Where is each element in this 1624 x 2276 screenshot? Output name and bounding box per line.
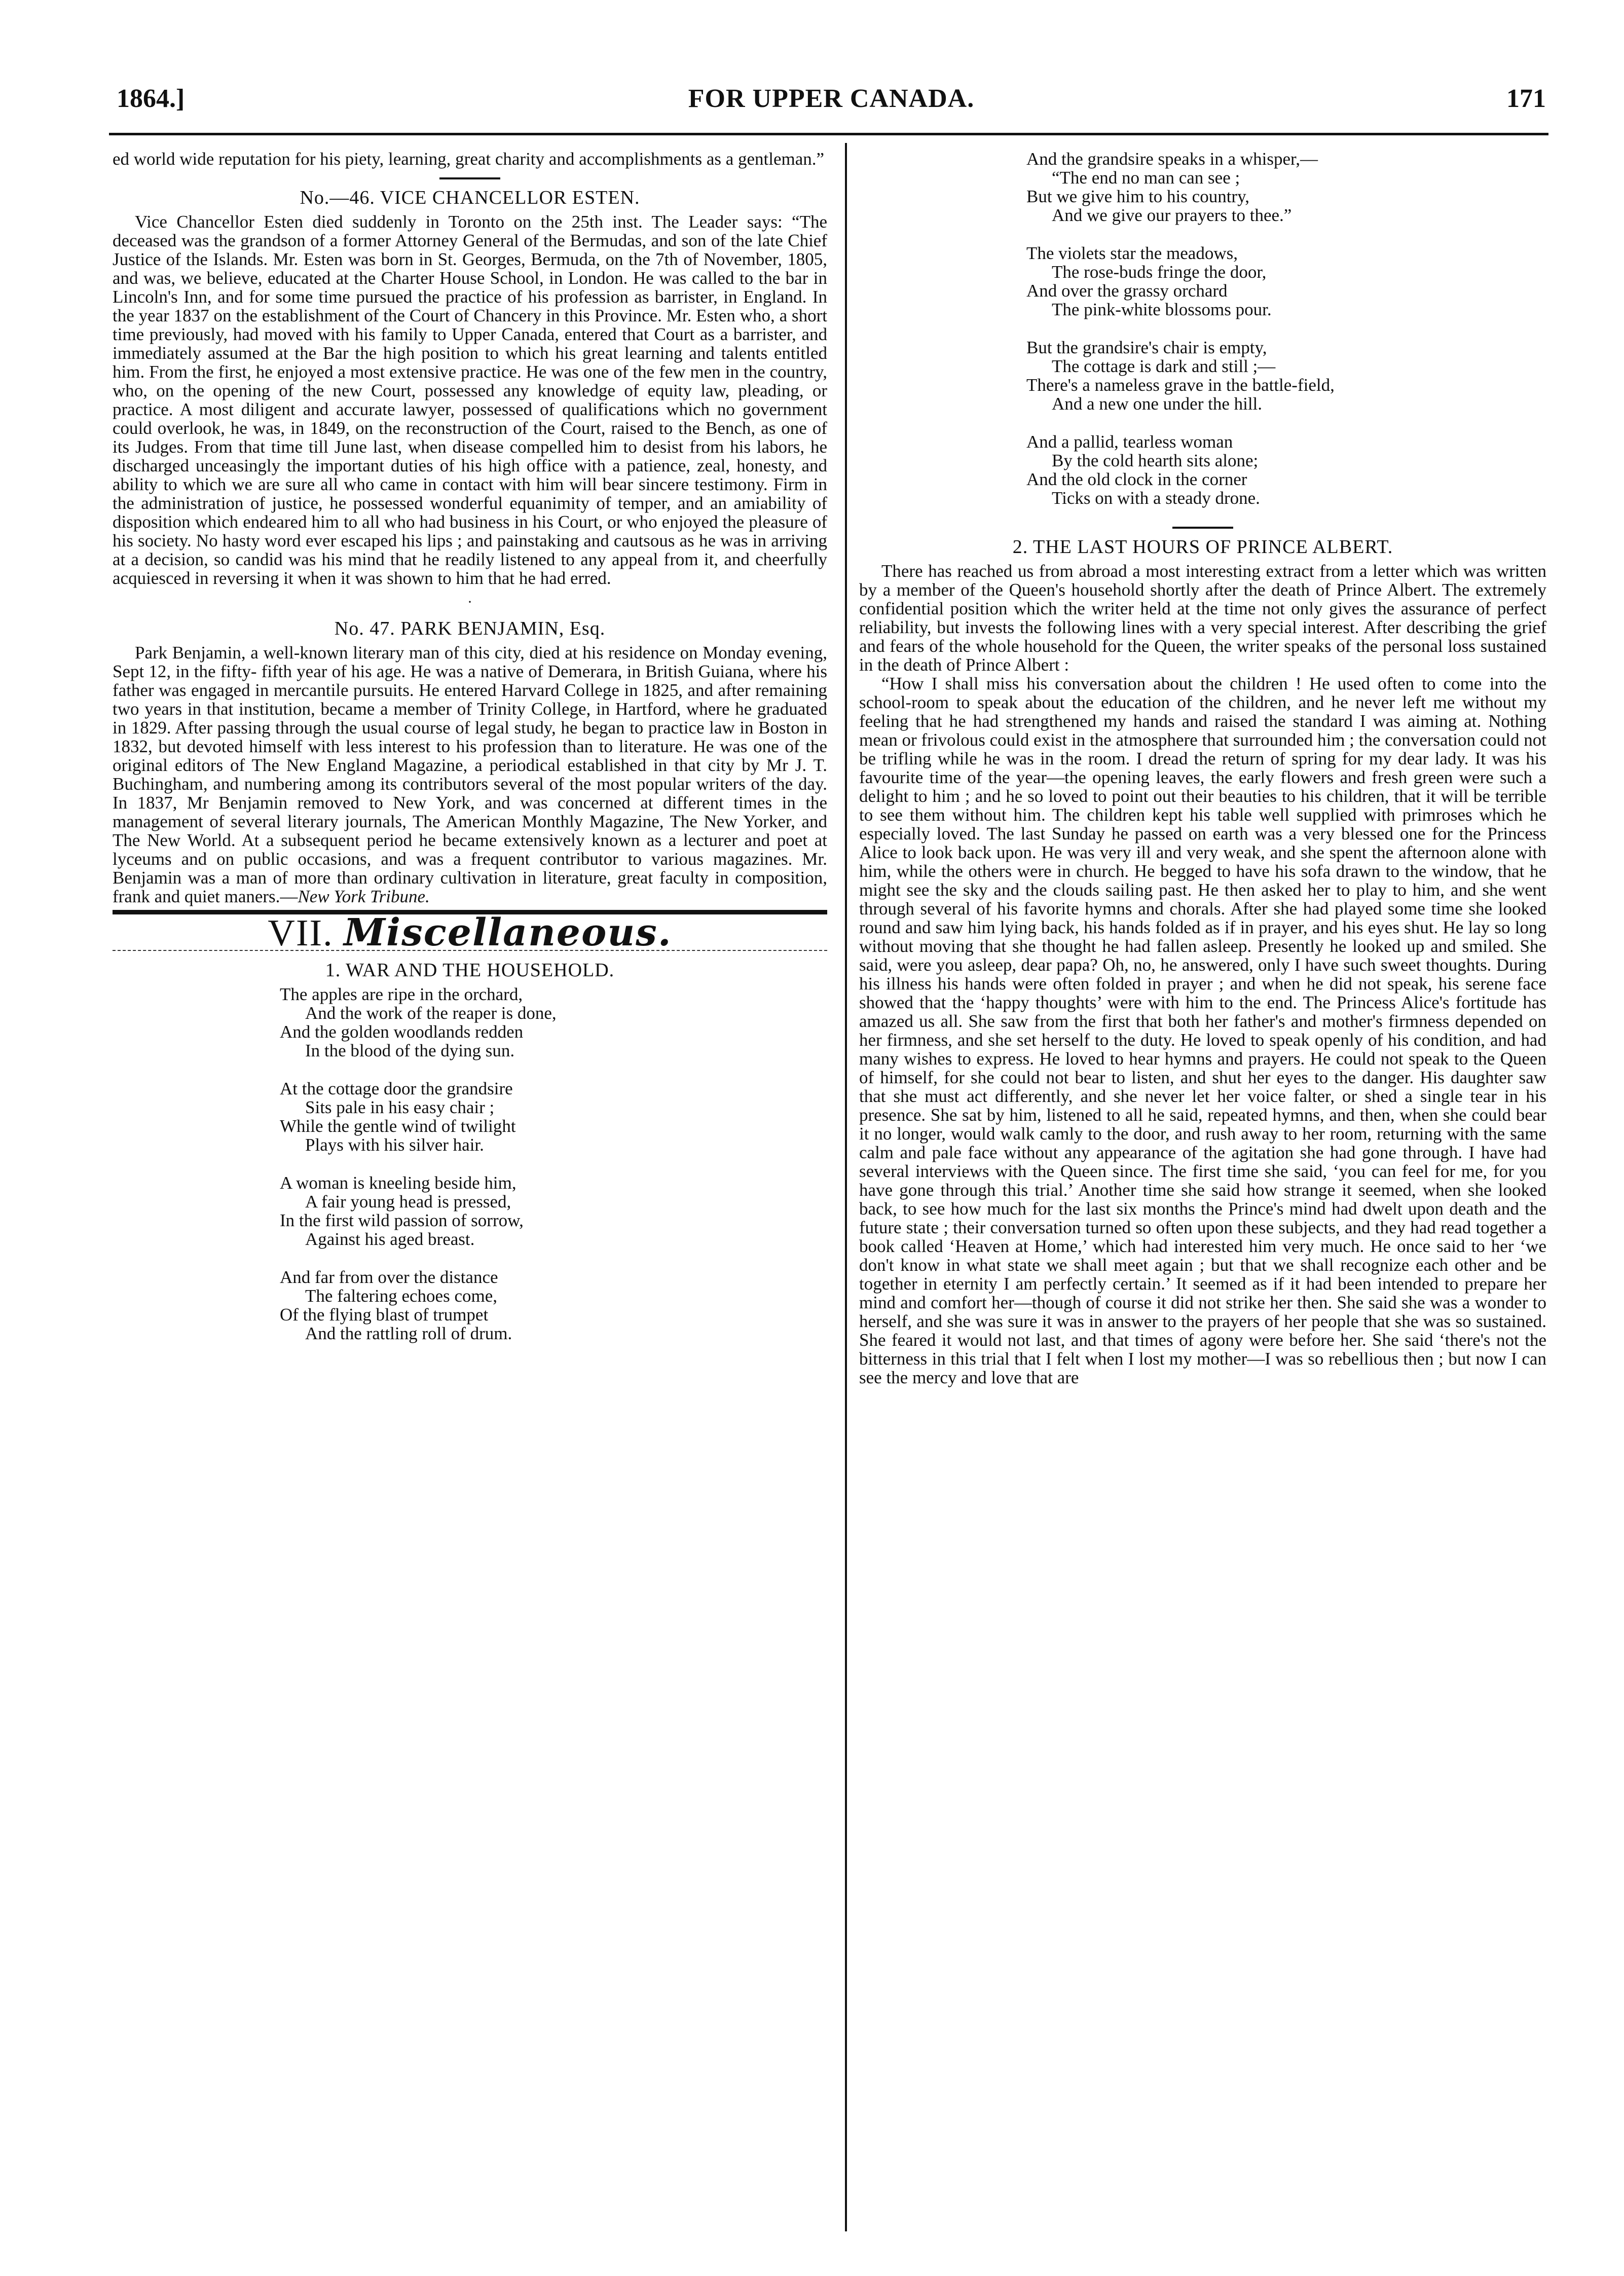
- poem-line: By the cold hearth sits alone;: [1052, 451, 1259, 470]
- poem-line: The violets star the meadows,: [1026, 243, 1238, 263]
- header-rule: [109, 133, 1548, 135]
- benjamin-article: [113, 643, 827, 906]
- poem-line: And we give our prayers to thee.”: [1052, 205, 1292, 225]
- poem-line: Sits pale in his easy chair ;: [305, 1097, 495, 1117]
- poem-line: The faltering echoes come,: [305, 1286, 497, 1306]
- poem-line: “The end no man can see ;: [1052, 168, 1240, 188]
- war-heading: 1. WAR AND THE HOUSEHOLD.: [325, 960, 615, 981]
- chapter-title: Miscellaneous.: [344, 911, 672, 955]
- poem-line: The pink-white blossoms pour.: [1052, 300, 1272, 319]
- albert-intro: There has reached us from abroad a most interesting extract from a letter which was written by a member of the Queen's household shortly after the death of Prince Albert. The extremely confidential position which the writer held at the time not only gives the assurance of perfect reliability, but invests the following lines with a very special interest. After describing the grief and fears of the whole household for the Queen, the writer speaks of the personal loss sustained in the death of Prince Albert :: [859, 561, 1546, 675]
- poem-line: And a new one under the hill.: [1052, 394, 1263, 414]
- poem-line: Ticks on with a steady drone.: [1052, 488, 1260, 508]
- poem-line: And a pallid, tearless woman: [1026, 432, 1233, 452]
- left-column: [113, 150, 827, 1362]
- chapter-numeral: VII.: [268, 912, 334, 954]
- benjamin-text: Park Benjamin, a well-known literary man of this city, died at his residence on Monday evening, Sept 12, in the fifty- fifth year of his age. He was a native of Demerara, in British Guiana, where his father was engaged in mercantile pursuits. He entered Harvard College in 1825, and after remaining two years in that institution, became a member of Trinity College, in Hartford, where he graduated in 1829. After passing through the usual course of legal study, he began to practice law in Boston in 1832, but devoted himself with less interest to his profession than to literature. He was one of the original editors of The New England Magazine, a periodical established in that city by Mr J. T. Buchingham, and numbering among its contributors several of the most popular writers of the day. In 1837, Mr Benjamin removed to New York, and was concerned at different times in the management of several literary journals, The American Monthly Magazine, The New Yorker, and The New World. At a subsequent period he became extensively known as a lecturer and poet at lyceums and on public occasions, and was a frequent contributor to various magazines. Mr. Benjamin was a man of more than ordinary cultivation in literature, great faculty in composition, frank and quiet maners.—: [113, 643, 827, 906]
- poem-line: The rose-buds fringe the door,: [1052, 262, 1267, 282]
- poem-line: There's a nameless grave in the battle-field,: [1026, 375, 1335, 395]
- running-header: [117, 84, 1546, 119]
- poem-line: And the golden woodlands redden: [280, 1022, 524, 1042]
- poem-stanza: [280, 985, 827, 1060]
- esten-heading: No.—46. VICE CHANCELLOR ESTEN.: [300, 187, 640, 208]
- poem-line: Against his aged breast.: [305, 1229, 475, 1249]
- poem-line: A woman is kneeling beside him,: [280, 1173, 516, 1193]
- chapter-heading: [113, 911, 827, 955]
- poem-line: But we give him to his country,: [1026, 187, 1250, 206]
- poem-line: But the grandsire's chair is empty,: [1026, 338, 1267, 357]
- benjamin-heading: No. 47. PARK BENJAMIN, Esq.: [334, 618, 606, 639]
- header-title: FOR UPPER CANADA.: [688, 84, 975, 113]
- poem-line: In the first wild passion of sorrow,: [280, 1210, 524, 1230]
- section-rule: [439, 177, 500, 179]
- albert-heading: 2. THE LAST HOURS OF PRINCE ALBERT.: [1012, 536, 1393, 558]
- section-rule: [1172, 527, 1233, 529]
- header-date: 1864.]: [117, 84, 185, 113]
- poem-stanza: [1026, 432, 1546, 507]
- war-poem-part1: [113, 985, 827, 1343]
- poem-line: And the rattling roll of drum.: [305, 1324, 512, 1343]
- war-poem-part2: [859, 150, 1546, 507]
- poem-line: Of the flying blast of trumpet: [280, 1305, 489, 1325]
- poem-stanza: [1026, 338, 1546, 413]
- poem-stanza: [280, 1173, 827, 1249]
- poem-stanza: [280, 1268, 827, 1343]
- albert-letter: “How I shall miss his conversation about the children ! He used often to come into the school-room to speak about the education of the children, and he never left me without my feeling that he had strengthened my hands and raised the standard I was aiming at. Nothing mean or frivolous could exist in the atmosphere that surrounded him ; the conversation could not be trifling while he was in the room. I dread the return of spring for my dear lady. It was his favourite time of the year—the opening leaves, the early flowers and fresh green were such a delight to him ; and he so loved to point out their beauties to his children, that it will be terrible to see them without him. The children kept his table well supplied with primroses which he especially loved. The last Sunday he passed on earth was a very blessed one for the Princess Alice to look back upon. He was very ill and very weak, and she spent the afternoon alone with him, while the others were in church. He begged to have his sofa drawn to the window, that he might see the sky and the clouds sailing past. He then asked her to play to him, and she went through several of his favorite hymns and chorals. After she had played some time she looked round and saw him lying back, his hands folded as if in prayer, and his eyes shut. He lay so long without moving that she thought he had fallen asleep. Presently he looked up and smiled. She said, were you asleep, dear papa? Oh, no, he answered, only I have such sweet thoughts. During his illness his hands were often folded in prayer ; and when he did not speak, his serene face showed that the ‘happy thoughts’ were with him to the end. The Princess Alice's fortitude has amazed us all. She saw from the first that both her father's and mother's firmness depended on her firmness, and she set herself to the duty. He loved to speak openly of his condition, and had many wishes to express. He loved to hear hymns and prayers. He could not speak to the Queen of himself, for she could not bear to listen, and shut her eyes to the danger. His daughter saw that she must act differently, and she never let her voice falter, or shed a single tear in his presence. She sat by him, listened to all he said, repeated hymns, and then, when she could bear it no longer, would walk camly to the door, and rush away to her room, returning with the same calm and pale face without any appearance of the agitation she had gone through. I have had several interviews with the Queen since. The first time she said, ‘you can feel for me, for you have gone through this trial.’ Another time she said how strange it seemed, when she looked back, to see how much for the last six months the Prince's mind had dwelt upon death and the future state ; their conversation turned so often upon these subjects, and they had read together a book called ‘Heaven at Home,’ which had interested him very much. He once said to her ‘we don't know in what state we shall meet again ; but that we shall recognize each other and be together in eternity I am perfectly certain.’ It seemed as if it had been intended to prepare her mind and comfort her—though of course it did not strike her then. She said she was a wonder to herself, and she was sure it was in answer to the prayers of her people that she was so sustained. She feared it would not last, and that times of agony were before her. She said ‘there's not the bitterness in this trial that I felt when I lost my mother—I was so rebellious then ; but now I can see the mercy and love that are: [859, 674, 1546, 1387]
- poem-line: Plays with his silver hair.: [305, 1135, 484, 1155]
- poem-line: And the grandsire speaks in a whisper,—: [1026, 149, 1318, 169]
- poem-line: While the gentle wind of twilight: [280, 1116, 516, 1136]
- poem-line: The cottage is dark and still ;—: [1052, 356, 1276, 376]
- separator-dot: ·: [467, 594, 472, 610]
- continued-paragraph: ed world wide reputation for his piety, learning, great charity and accomplishments as a gentleman.”: [113, 149, 825, 169]
- benjamin-credit: New York Tribune.: [298, 887, 430, 906]
- esten-article: Vice Chancellor Esten died suddenly in Toronto on the 25th inst. The Leader says: “The deceased was the grandson of a former Attorney General of the Bermudas, and son of the late Chief Justice of the Islands. Mr. Esten was born in St. Georges, Bermuda, on the 7th of November, 1805, and was, we believe, educated at the Charter House School, in London. He was called to the bar in Lincoln's Inn, and for some time pursued the practice of his profession as barrister, in England. In the year 1837 on the establishment of the Court of Chancery in this Province. Mr. Esten who, a short time previously, had moved with his family to Upper Canada, entered that Court as a barrister, and immediately assumed at the Bar the high position to which his great learning and talents entitled him. From the first, he enjoyed a most extensive practice. He was one of the few men in the country, who, on the opening of the new Court, possessed any knowledge of equity law, pleading, or practice. A most diligent and accurate lawyer, possessed of qualifications which no government could overlook, he was, in 1849, on the reconstruction of the Court, raised to the Bench, as one of its Judges. From that time till June last, when disease compelled him to desist from his labors, he discharged unceasingly the important duties of his high office with a patience, zeal, honesty, and ability to which we are sure all who came in contact with him will bear sincere testimony. Firm in the administration of justice, he possessed wonderful equanimity of temper, and an amiability of disposition which endeared him to all who had business in his Court, or who enjoyed the pleasure of his society. No hasty word ever escaped his lips ; and painstaking and cautsous as he was in arriving at a decision, so candid was his mind that he readily listened to any appeal from it, and cheerfully acquiesced in reversing it when it was shown to him that he had erred.: [113, 212, 827, 588]
- column-divider: [845, 143, 847, 2231]
- poem-line: And far from over the distance: [280, 1267, 498, 1287]
- poem-line: And the old clock in the corner: [1026, 469, 1247, 489]
- poem-line: In the blood of the dying sun.: [305, 1041, 515, 1060]
- poem-line: At the cottage door the grandsire: [280, 1079, 513, 1098]
- poem-stanza: [280, 1079, 827, 1154]
- poem-stanza: [1026, 150, 1546, 225]
- page-number: 171: [1506, 84, 1546, 113]
- right-column: [859, 150, 1546, 1387]
- poem-line: And the work of the reaper is done,: [305, 1003, 557, 1023]
- poem-line: And over the grassy orchard: [1026, 281, 1228, 301]
- poem-line: A fair young head is pressed,: [305, 1192, 511, 1212]
- poem-stanza: [1026, 244, 1546, 319]
- poem-line: The apples are ripe in the orchard,: [280, 984, 523, 1004]
